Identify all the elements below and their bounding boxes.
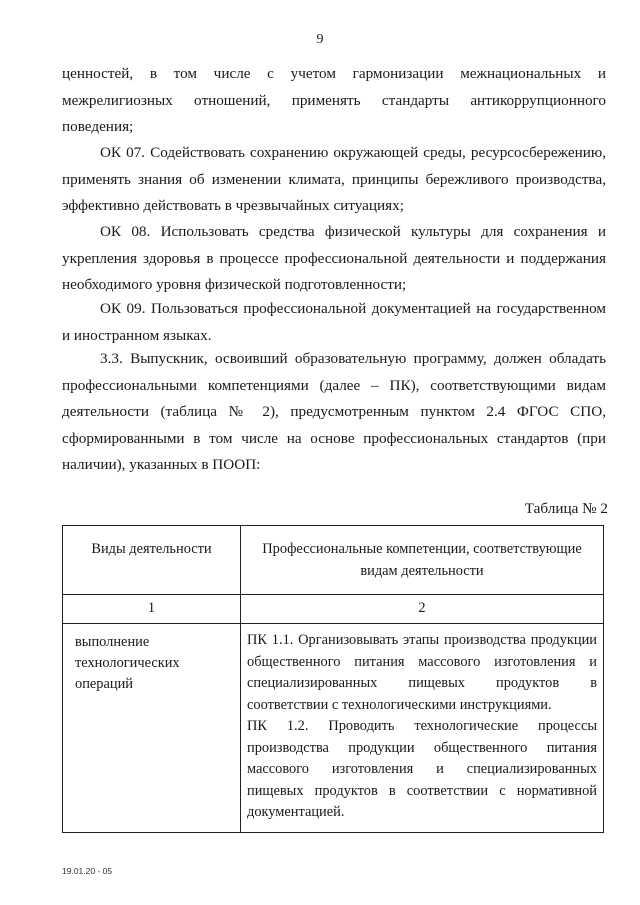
table-number-row (63, 595, 604, 624)
paragraph-3-3: 3.3. Выпускник, освоивший образовательную программу, должен обладать профессиональными компетенциями (далее – ПК), соответствующими видам деятельности (таблица № 2), предусмотренным пунктом 2.4 ФГОС СПО, сформированными в том числе на основе профессиональных стандартов (при наличии), указанных в ПООП: (62, 350, 606, 473)
table-header-row (63, 526, 604, 595)
paragraph-ok-07: ОК 07. Содействовать сохранению окружающей среды, ресурсосбережению, применять знания об изменении климата, принципы бережливого производства, эффективно действовать в чрезвычайных ситуациях; (62, 144, 606, 214)
column-number-2: 2 (241, 595, 604, 624)
competency-pk-1-1: ПК 1.1. Организовывать этапы производства продукции общественного питания массового изготовления и специализированных пищевых продуктов в соответствии с технологическими инструкциями. (247, 632, 597, 713)
header-activities: Виды деятельности (63, 526, 241, 595)
competencies-cell (241, 624, 604, 833)
column-number-1: 1 (63, 595, 241, 624)
table-caption: Таблица № 2 (524, 500, 608, 517)
footer-code: 19.01.20 - 05 (62, 866, 113, 876)
competencies-table (62, 525, 604, 833)
activity-cell: выполнение технологических операций (63, 624, 241, 833)
header-competencies: Профессиональные компетенции, соответствующие видам деятельности (241, 526, 604, 595)
paragraph-ok-08: ОК 08. Использовать средства физической культуры для сохранения и укрепления здоровья в процессе профессиональной деятельности и поддержания необходимого уровня физической подготовленности; (62, 223, 606, 293)
table-row (63, 624, 604, 833)
paragraph-values: ценностей, в том числе с учетом гармонизации межнациональных и межрелигиозных отношений, применять стандарты антикоррупционного поведения; (62, 65, 606, 135)
competency-pk-1-2: ПК 1.2. Проводить технологические процессы производства продукции общественного питания массового изготовления и специализированных пищевых продуктов в соответствии с нормативной документацией. (247, 718, 597, 820)
paragraph-ok-09: ОК 09. Пользоваться профессиональной документацией на государственном и иностранном языках. (62, 300, 606, 344)
page-number: 9 (316, 32, 324, 47)
